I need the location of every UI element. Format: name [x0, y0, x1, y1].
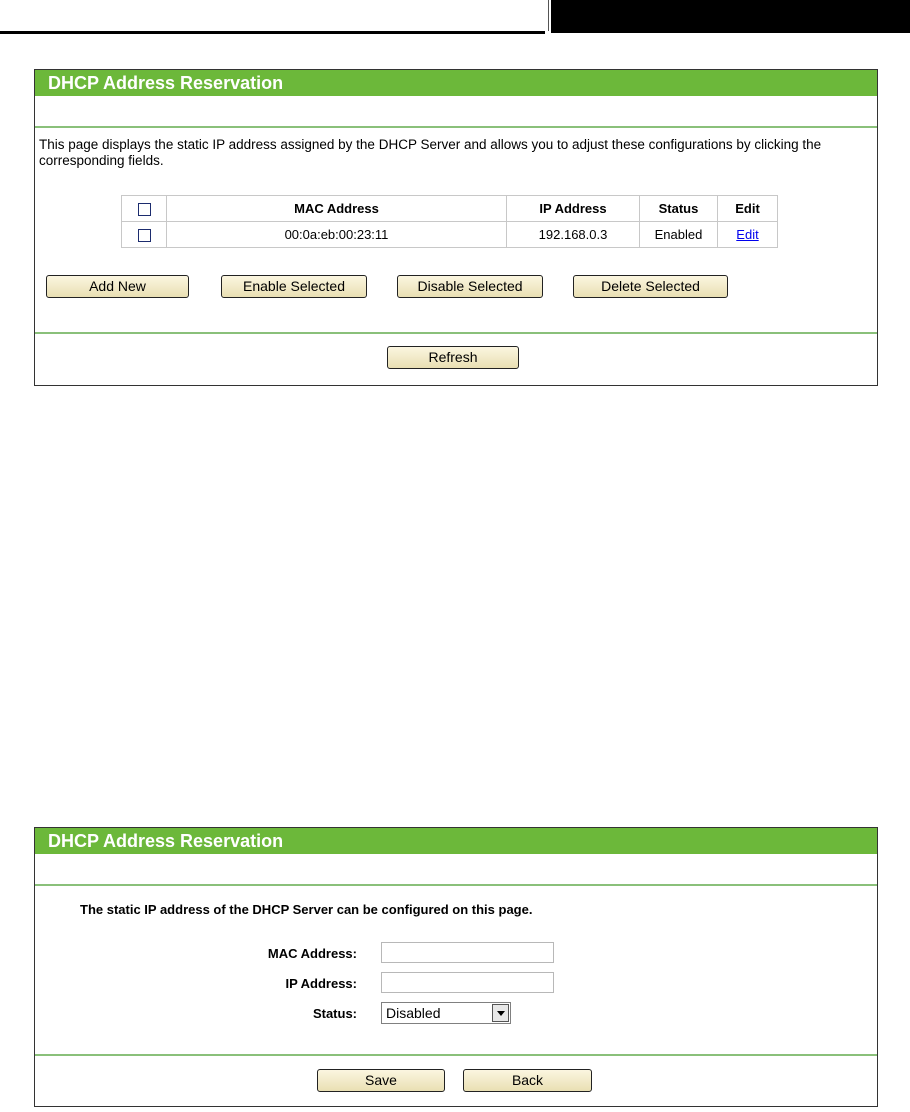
header-divider — [548, 0, 549, 31]
panel-title: DHCP Address Reservation — [35, 70, 877, 96]
reservation-form-panel — [34, 827, 878, 1107]
status-select[interactable] — [381, 1002, 511, 1024]
enable-selected-button[interactable]: Enable Selected — [221, 275, 367, 298]
save-button[interactable]: Save — [317, 1069, 445, 1092]
title-band — [35, 854, 877, 884]
ip-address-input[interactable] — [381, 972, 554, 993]
select-all-cell — [122, 196, 167, 222]
disable-selected-button[interactable]: Disable Selected — [397, 275, 543, 298]
status-select-value: Disabled — [386, 1005, 441, 1021]
delete-selected-button[interactable]: Delete Selected — [573, 275, 728, 298]
footer-divider — [35, 332, 877, 334]
column-header-edit: Edit — [718, 196, 778, 222]
table-header-row — [122, 196, 778, 222]
panel-title: DHCP Address Reservation — [35, 828, 877, 854]
reservation-table — [121, 195, 778, 248]
refresh-button[interactable]: Refresh — [387, 346, 519, 369]
add-new-button[interactable]: Add New — [46, 275, 189, 298]
row-select-cell — [122, 222, 167, 248]
row-ip: 192.168.0.3 — [507, 222, 640, 248]
select-all-checkbox[interactable] — [138, 203, 151, 216]
row-checkbox[interactable] — [138, 229, 151, 242]
mac-address-input[interactable] — [381, 942, 554, 963]
header-rule — [0, 31, 545, 34]
table-row — [122, 222, 778, 248]
edit-link[interactable]: Edit — [736, 227, 759, 242]
reservation-list-panel — [34, 69, 878, 386]
row-status: Enabled — [640, 222, 718, 248]
column-header-mac: MAC Address — [167, 196, 507, 222]
page-description: This page displays the static IP address assigned by the DHCP Server and allows you to adjust these configurations by clicking the corresponding fields. — [39, 137, 822, 168]
divider — [35, 884, 877, 886]
ip-address-label: IP Address: — [285, 976, 357, 991]
back-button[interactable]: Back — [463, 1069, 592, 1092]
column-header-status: Status — [640, 196, 718, 222]
form-description: The static IP address of the DHCP Server can be configured on this page. — [80, 902, 533, 917]
header-black-bar — [551, 0, 910, 33]
dropdown-arrow-icon[interactable] — [492, 1004, 509, 1022]
row-mac: 00:0a:eb:00:23:11 — [167, 222, 507, 248]
status-label: Status: — [312, 1006, 357, 1021]
mac-address-label: MAC Address: — [267, 946, 357, 961]
column-header-ip: IP Address — [507, 196, 640, 222]
footer-divider — [35, 1054, 877, 1056]
row-edit-cell — [718, 222, 778, 248]
title-band — [35, 96, 877, 126]
